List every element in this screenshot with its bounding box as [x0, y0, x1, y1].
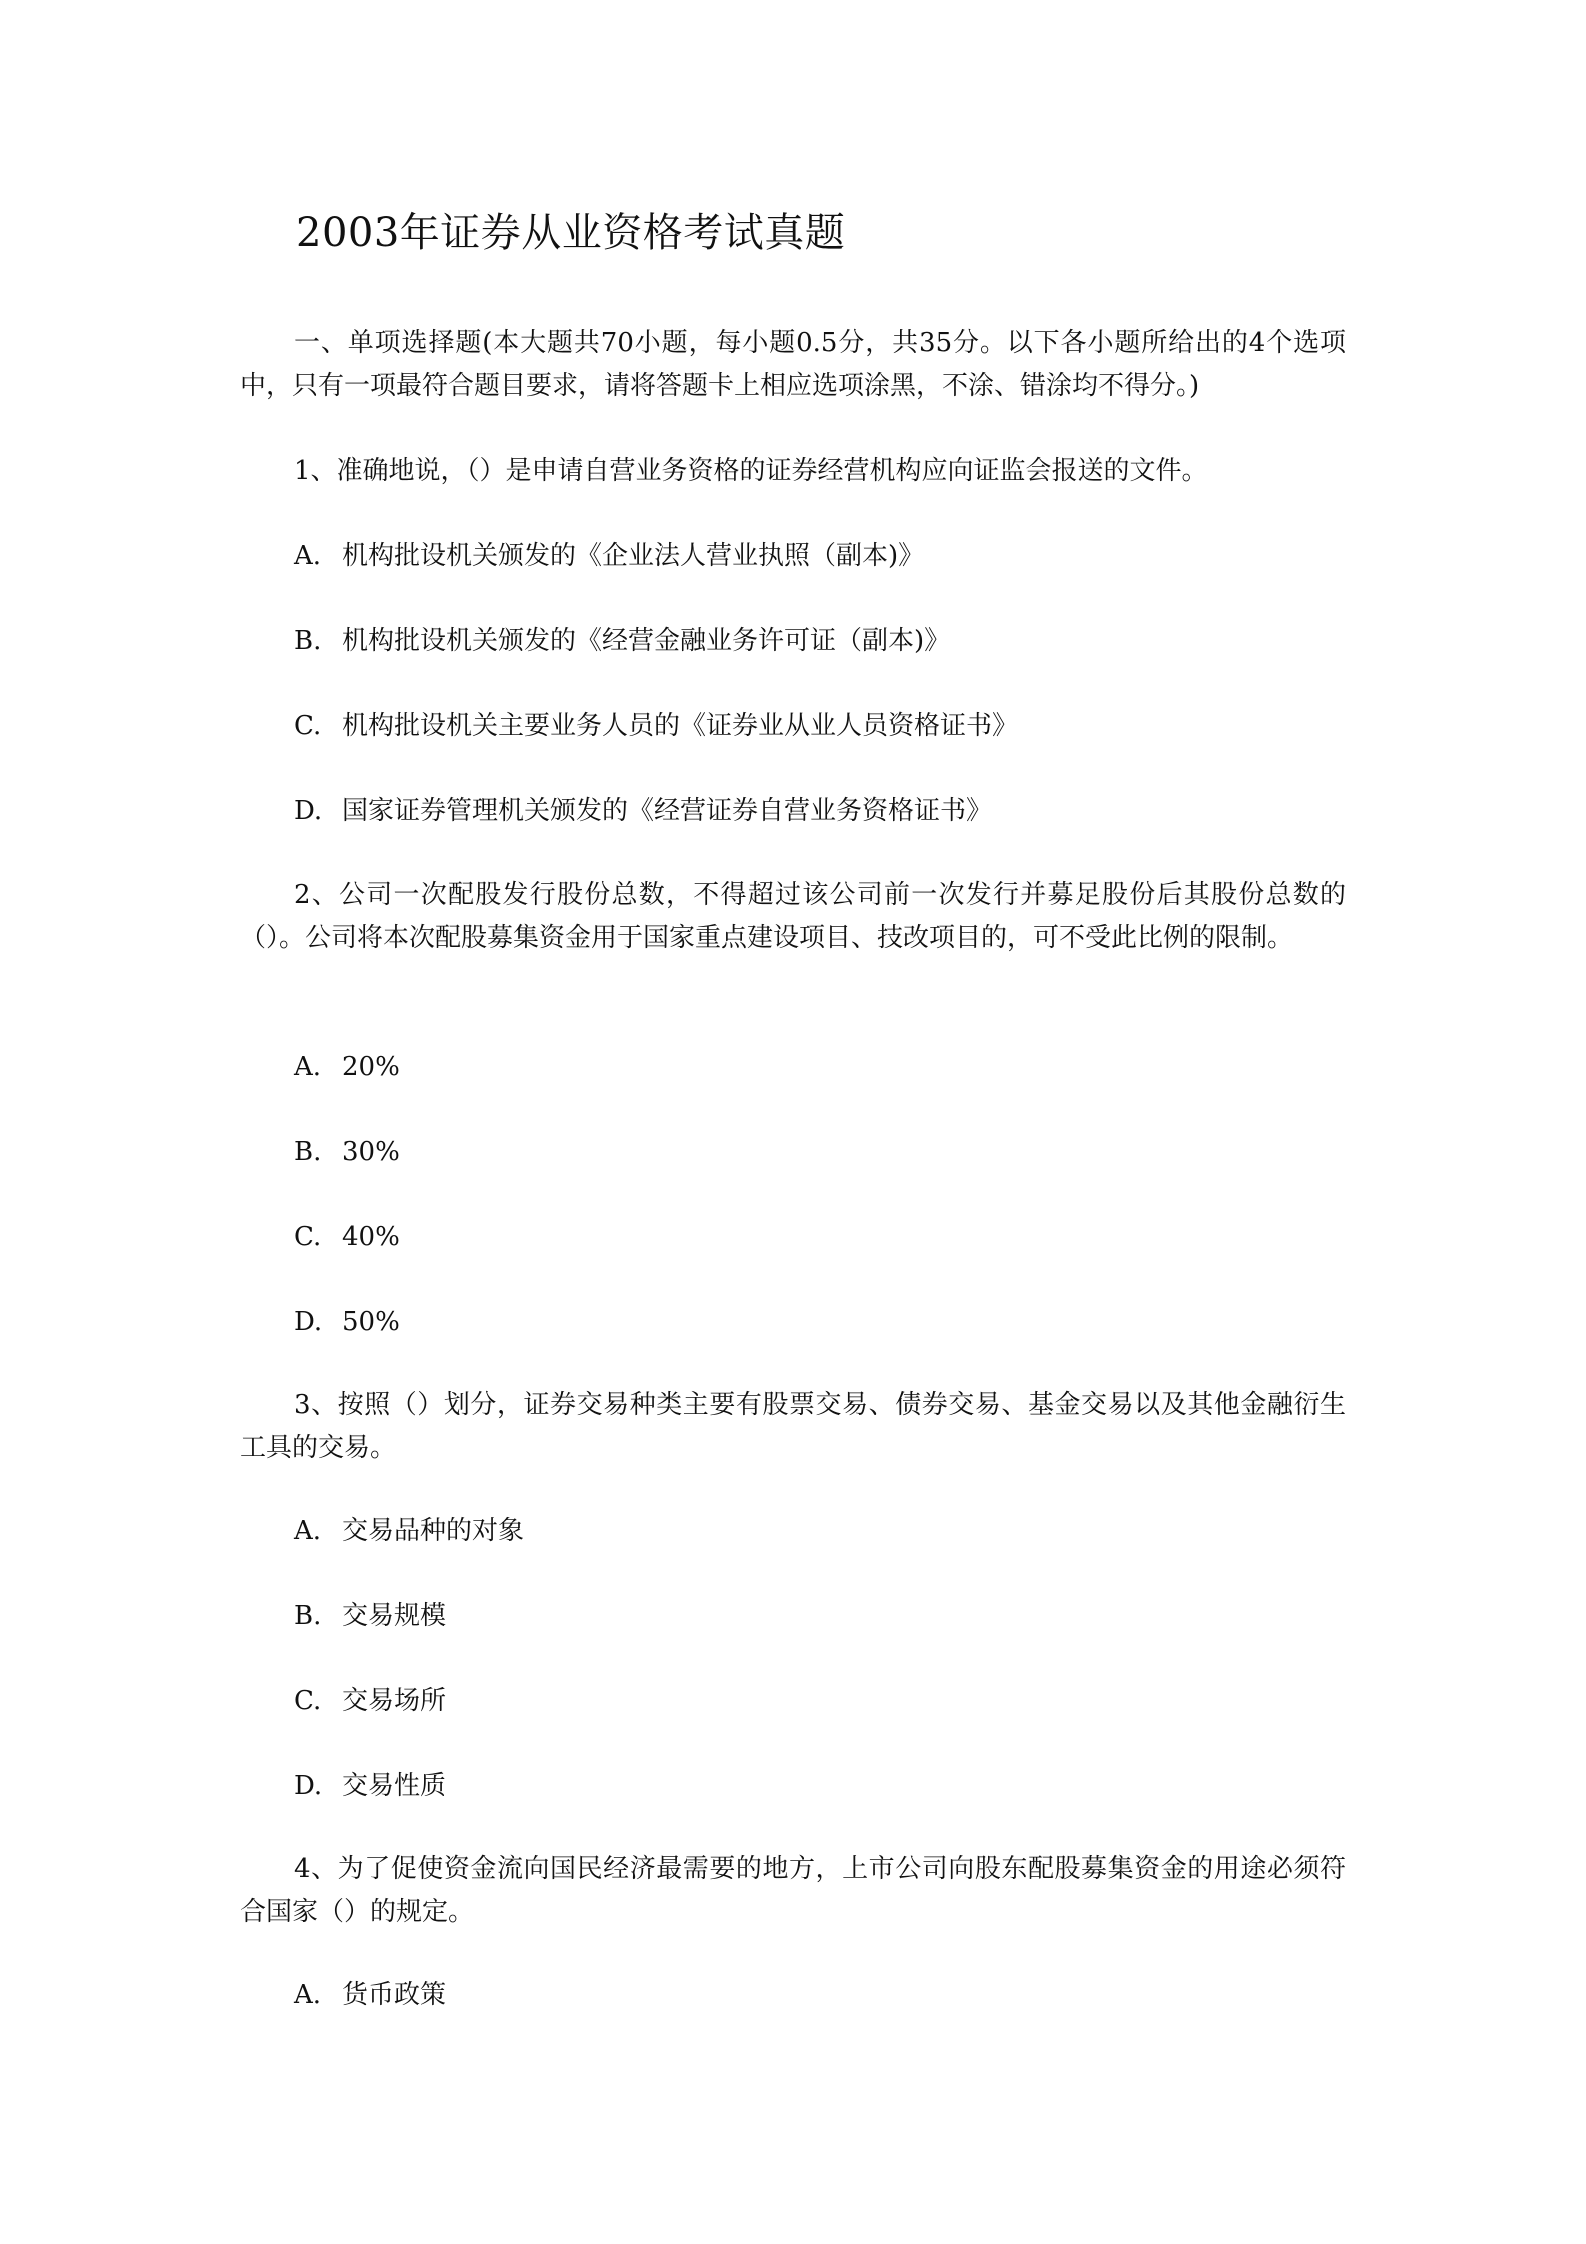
- question-3-option-b: [294, 1595, 446, 1638]
- option-letter: C.: [294, 711, 322, 741]
- question-1-option-a: [294, 535, 924, 578]
- section-intro: 一、单项选择题(本大题共70小题，每小题0.5分，共35分。以下各小题所给出的4个选项中，只有一项最符合题目要求，请将答题卡上相应选项涂黑，不涂、错涂均不得分。): [240, 328, 1346, 401]
- option-text: 30%: [342, 1137, 400, 1167]
- option-letter: A.: [294, 541, 322, 571]
- question-1-option-b: [294, 620, 950, 663]
- question-3-option-c: [294, 1680, 446, 1723]
- option-text: 交易规模: [342, 1601, 447, 1631]
- question-2-stem: 2、公司一次配股发行股份总数，不得超过该公司前一次发行并募足股份后其股份总数的（）。公司将本次配股募集资金用于国家重点建设项目、技改项目的，可不受此比例的限制。: [240, 880, 1346, 953]
- question-1-option-c: [294, 705, 1018, 748]
- option-letter: B.: [294, 1137, 322, 1167]
- question-2-option-c: [294, 1216, 400, 1259]
- question-2-option-d: [294, 1301, 400, 1344]
- option-letter: A.: [294, 1980, 322, 2010]
- question-4-stem: 4、为了促使资金流向国民经济最需要的地方，上市公司向股东配股募集资金的用途必须符合国家（）的规定。: [240, 1854, 1346, 1927]
- option-letter: B.: [294, 626, 322, 656]
- option-text: 20%: [342, 1052, 400, 1082]
- option-text: 货币政策: [342, 1980, 447, 2010]
- option-letter: A.: [294, 1052, 322, 1082]
- option-letter: D.: [294, 1307, 323, 1337]
- question-1-stem: 1、准确地说，（）是申请自营业务资格的证券经营机构应向证监会报送的文件。: [294, 456, 1208, 486]
- option-text: 40%: [342, 1222, 400, 1252]
- option-text: 交易性质: [342, 1771, 447, 1801]
- option-letter: B.: [294, 1601, 322, 1631]
- option-text: 交易品种的对象: [342, 1516, 525, 1546]
- question-3-stem: 3、按照（）划分，证券交易种类主要有股票交易、债券交易、基金交易以及其他金融衍生工具的交易。: [240, 1390, 1346, 1463]
- option-letter: D.: [294, 1771, 323, 1801]
- option-text: 机构批设机关颁发的《企业法人营业执照（副本)》: [342, 541, 925, 571]
- question-2-option-b: [294, 1131, 400, 1174]
- option-text: 机构批设机关主要业务人员的《证券业从业人员资格证书》: [342, 711, 1019, 741]
- question-3-option-d: [294, 1765, 446, 1808]
- page-title: 2003年证券从业资格考试真题: [296, 210, 846, 256]
- question-4-option-a: [294, 1974, 446, 2017]
- question-2-option-a: [294, 1046, 400, 1089]
- option-letter: D.: [294, 796, 323, 826]
- option-text: 50%: [342, 1307, 400, 1337]
- option-text: 国家证券管理机关颁发的《经营证券自营业务资格证书》: [342, 796, 993, 826]
- option-text: 机构批设机关颁发的《经营金融业务许可证（副本)》: [342, 626, 951, 656]
- question-3-option-a: [294, 1510, 524, 1553]
- option-letter: C.: [294, 1686, 322, 1716]
- option-text: 交易场所: [342, 1686, 447, 1716]
- option-letter: A.: [294, 1516, 322, 1546]
- question-1-option-d: [294, 790, 992, 833]
- option-letter: C.: [294, 1222, 322, 1252]
